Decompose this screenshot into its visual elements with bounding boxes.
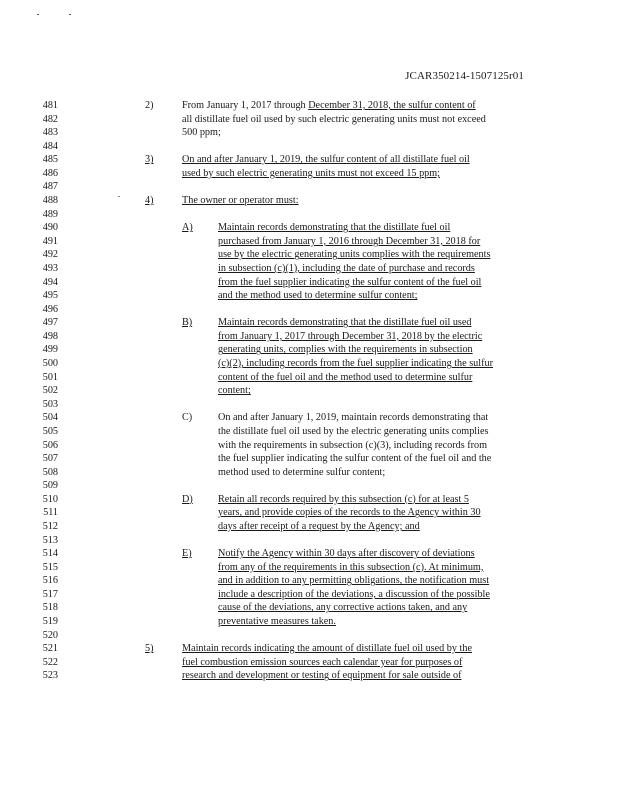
line-number: 516 (42, 575, 58, 587)
line-number: 508 (42, 466, 58, 478)
scan-speck (118, 196, 120, 197)
item-4c-text-line: method used to determine sulfur content; (218, 466, 386, 478)
item-4b-text-line: generating units, complies with the requirements in subsection (218, 344, 473, 356)
line-number: 490 (42, 222, 58, 234)
item-4e-text-line: and in addition to any permitting obligations, the notification must (218, 575, 490, 587)
item-4a-label: A) (182, 222, 193, 234)
item-4b-text-line: content; (218, 385, 251, 397)
item-4d-text-line: Retain all records required by this subsection (c) for at least 5 (218, 493, 469, 505)
item-4b-text-line: Maintain records demonstrating that the distillate fuel oil used (218, 317, 472, 329)
line-number: 485 (42, 154, 58, 166)
line-number: 484 (42, 140, 58, 152)
line-number: 489 (42, 208, 58, 220)
item-4e-label: E) (182, 548, 192, 560)
item-4d-text-line: days after receipt of a request by the Agency; and (218, 520, 420, 532)
line-number: 510 (42, 493, 58, 505)
line-number: 505 (42, 425, 58, 437)
line-number: 501 (42, 371, 58, 383)
item-2-label: 2) (145, 100, 154, 111)
line-number: 500 (42, 358, 58, 370)
line-number: 497 (42, 317, 58, 329)
line-number: 487 (42, 181, 58, 193)
line-number: 493 (42, 262, 58, 274)
item-4-label: 4) (145, 195, 154, 207)
item-4a-text-line: use by the electric generating units complies with the requirements (218, 249, 491, 261)
item-4d-label: D) (182, 493, 193, 505)
item-4a-text-line: purchased from January 1, 2016 through December 31, 2018 for (218, 235, 481, 247)
item-4e-text-line: Notify the Agency within 30 days after discovery of deviations (218, 548, 475, 560)
item-2-text-line: all distillate fuel oil used by such electric generating units must not exceed (182, 113, 486, 125)
line-number: 486 (42, 167, 58, 179)
item-4c-text-line: with the requirements in subsection (c)(3), including records from (218, 439, 488, 451)
line-number: 492 (42, 249, 58, 261)
scan-speck (37, 14, 39, 15)
line-number: 504 (42, 412, 58, 424)
line-number: 513 (42, 534, 58, 546)
line-number: 509 (42, 480, 58, 492)
document-id: JCAR350214-1507125r01 (405, 70, 524, 82)
item-2-text-line: 500 ppm; (182, 127, 221, 139)
item-4e-text-line: preventative measures taken. (218, 616, 336, 628)
item-4a-text-line: Maintain records demonstrating that the distillate fuel oil (218, 222, 451, 234)
item-4a-text-line: from the fuel supplier indicating the sulfur content of the fuel oil (218, 276, 482, 288)
item-5-text-line: research and development or testing of equipment for sale outside of (182, 670, 462, 682)
line-number: 502 (42, 385, 58, 397)
line-number: 499 (42, 344, 58, 356)
line-number: 512 (42, 520, 58, 532)
item-3-label: 3) (145, 154, 154, 166)
item-4-text-line: The owner or operator must: (182, 195, 299, 207)
item-4a-text-line: in subsection (c)(1), including the date of purchase and records (218, 262, 475, 274)
line-number: 514 (42, 548, 58, 560)
line-number: 523 (42, 670, 58, 682)
line-number: 521 (42, 643, 58, 655)
item-4b-text-line: (c)(2), including records from the fuel supplier indicating the sulfur (218, 358, 493, 370)
item-4c-text-line: the distillate fuel oil used by the electric generating units complies (218, 425, 489, 437)
line-number: 511 (43, 507, 58, 519)
item-4e-text-line: cause of the deviations, any corrective actions taken, and any (218, 602, 468, 614)
line-number: 520 (42, 629, 58, 641)
item-4b-label: B) (182, 317, 193, 329)
item-5-label: 5) (145, 643, 154, 655)
item-3-text-line: On and after January 1, 2019, the sulfur content of all distillate fuel oil (182, 154, 470, 166)
line-number: 507 (42, 453, 58, 465)
item-2-text-line: From January 1, 2017 through December 31, 2018, the sulfur content of (182, 100, 476, 111)
line-number: 503 (42, 398, 58, 410)
line-number: 506 (42, 439, 58, 451)
item-4c-text-line: On and after January 1, 2019, maintain records demonstrating that (218, 412, 489, 424)
item-4d-text-line: years, and provide copies of the records to the Agency within 30 (218, 507, 481, 519)
scan-speck (69, 14, 71, 15)
item-4a-text-line: and the method used to determine sulfur content; (218, 290, 418, 302)
line-number: 519 (42, 616, 58, 628)
line-number: 517 (42, 588, 58, 600)
line-number: 495 (42, 290, 58, 302)
line-number: 482 (42, 113, 58, 125)
item-4c-label: C) (182, 412, 193, 424)
line-number: 491 (42, 235, 58, 247)
line-number: 498 (42, 330, 58, 342)
item-5-text-line: Maintain records indicating the amount of distillate fuel oil used by the (182, 643, 472, 655)
line-number: 488 (42, 195, 58, 207)
item-4e-text-line: from any of the requirements in this subsection (c). At minimum, (218, 561, 484, 573)
line-number: 515 (42, 561, 58, 573)
line-number: 496 (42, 303, 58, 315)
line-number: 518 (42, 602, 58, 614)
item-3-text-line: used by such electric generating units must not exceed 15 ppm; (182, 167, 441, 179)
item-5-text-line: fuel combustion emission sources each calendar year for purposes of (182, 656, 463, 668)
item-4c-text-line: the fuel supplier indicating the sulfur content of the fuel oil and the (218, 453, 492, 465)
item-4b-text-line: from January 1, 2017 through December 31, 2018 by the electric (218, 330, 483, 342)
item-4b-text-line: content of the fuel oil and the method used to determine sulfur (218, 371, 473, 383)
line-number: 494 (42, 276, 58, 288)
item-4e-text-line: include a description of the deviations, a discussion of the possible (218, 588, 490, 600)
line-number: 483 (42, 127, 58, 139)
line-number: 522 (42, 656, 58, 668)
line-number: 481 (42, 100, 58, 111)
